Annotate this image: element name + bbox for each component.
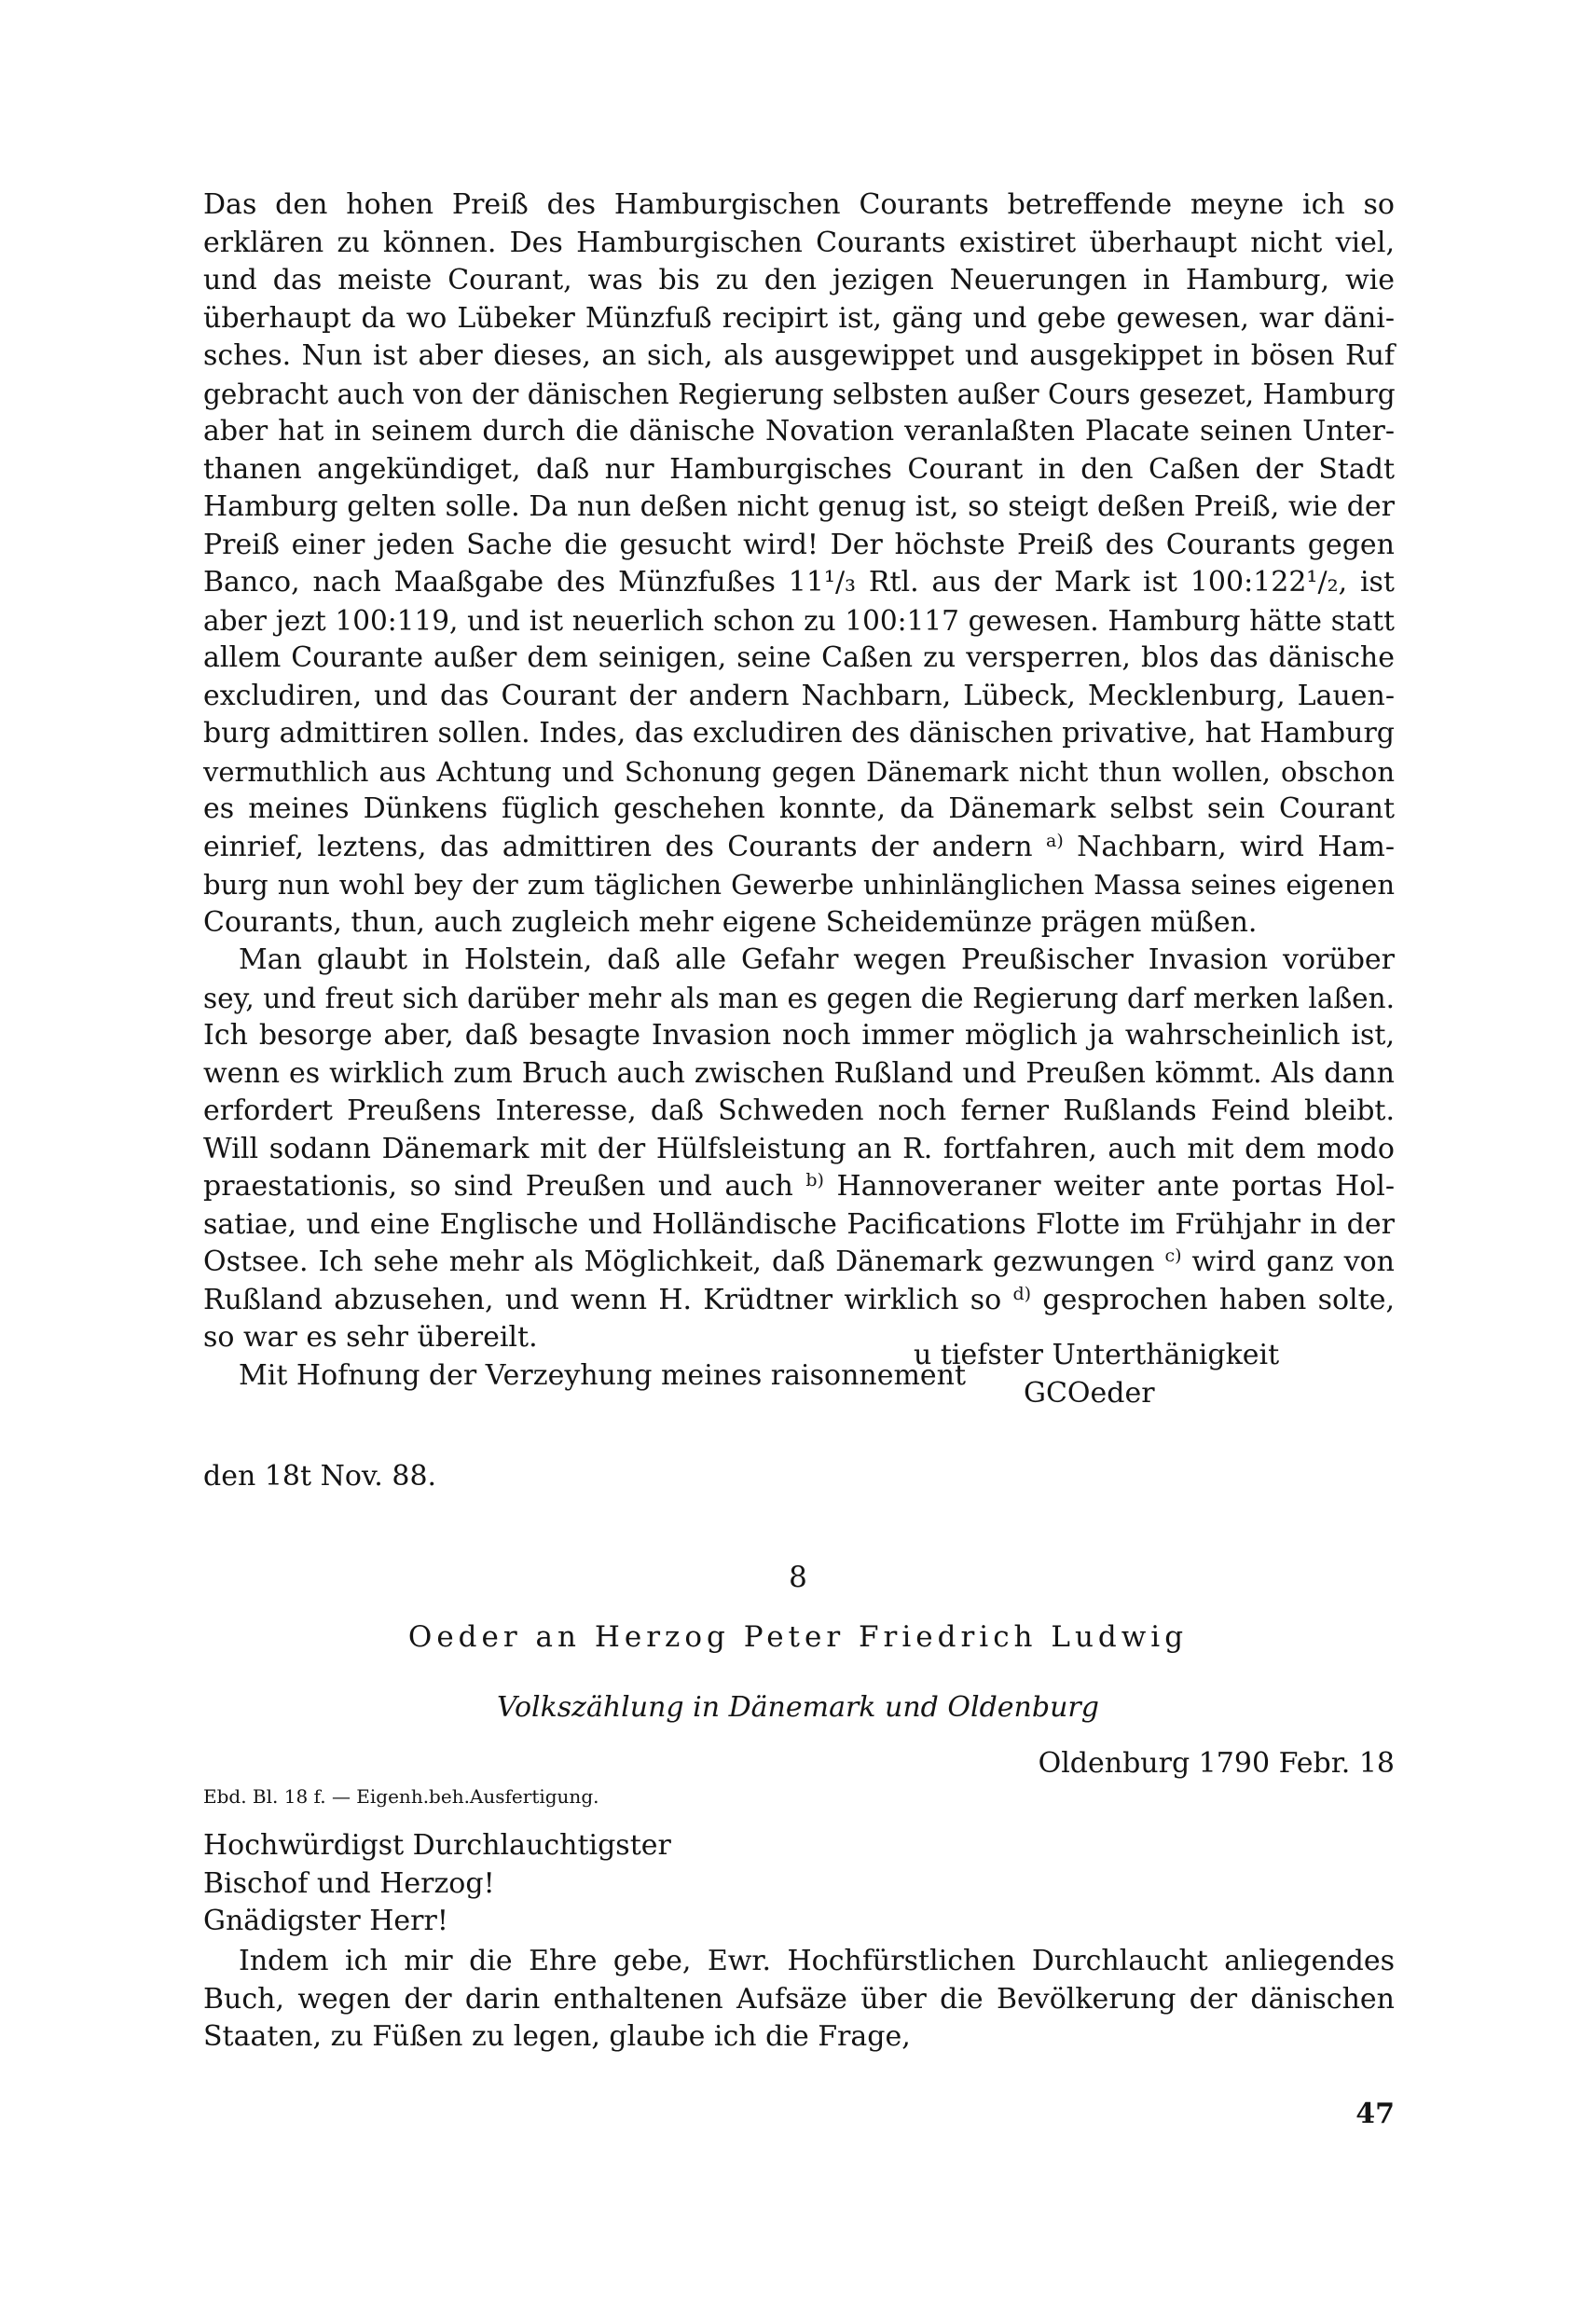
footnote-mark: d) bbox=[1012, 1283, 1032, 1304]
text-line: Buch, wegen der darin enthaltenen Aufsäze über die Bevölkerung der dänischen bbox=[203, 1982, 1395, 2016]
text-line: satiae, und eine Englische und Holländische Pacifications Flotte im Frühjahr in der bbox=[203, 1207, 1395, 1241]
text-line: aber hat in seinem durch die dänische Novation veranlaßten Placate seinen Unter- bbox=[203, 415, 1395, 447]
text-line: allem Courante außer dem seinigen, seine Caßen zu versperren, blos das dänische bbox=[203, 641, 1395, 674]
text-line-with-footnote bbox=[203, 1168, 1395, 1206]
text-line: Banco, nach Maaßgabe des Münzfußes 11¹/₃ Rtl. aus der Mark ist 100:122¹/₂, ist bbox=[203, 566, 1395, 599]
text-line: Das den hohen Preiß des Hamburgischen Courants betreffende meyne ich so bbox=[203, 188, 1395, 221]
footnote-mark: a) bbox=[1046, 830, 1064, 851]
second-letter-body bbox=[203, 1943, 1395, 2057]
text-fragment: gesprochen haben solte, bbox=[1042, 1283, 1395, 1316]
letter-date: den 18t Nov. 88. bbox=[203, 1460, 437, 1493]
footnote-mark: c) bbox=[1164, 1245, 1182, 1266]
footnote-mark: b) bbox=[805, 1170, 824, 1190]
document-subtitle: Volkszählung in Dänemark und Oldenburg bbox=[497, 1691, 1099, 1724]
text-fragment: wird ganz von bbox=[1191, 1245, 1395, 1278]
signature: GCOeder bbox=[1024, 1376, 1155, 1410]
salutation-line: Gnädigster Herr! bbox=[203, 1905, 448, 1937]
text-line: Courants, thun, auch zugleich mehr eigene Scheidemünze prägen müßen. bbox=[203, 905, 1258, 939]
text-line: excludiren, und das Courant der andern Nachbarn, Lübeck, Mecklenburg, Lauen- bbox=[203, 679, 1395, 712]
text-line: Preiß einer jeden Sache die gesucht wird! Der höchste Preiß des Courants gegen bbox=[203, 528, 1395, 561]
text-fragment: Rußland abzusehen, und wenn H. Krüdtner wirklich so bbox=[203, 1283, 1002, 1316]
text-line: burg admittiren sollen. Indes, das excludiren des dänischen privative, hat Hamburg bbox=[203, 717, 1395, 750]
text-line: Hamburg gelten solle. Da nun deßen nicht genug ist, so steigt deßen Preiß, wie der bbox=[203, 490, 1395, 523]
text-fragment: Ostsee. Ich sehe mehr als Möglichkeit, daß Dänemark gezwungen bbox=[203, 1245, 1155, 1278]
text-line: so war es sehr übereilt. bbox=[203, 1321, 538, 1354]
text-line: sches. Nun ist aber dieses, an sich, als ausgewippet und ausgekippet in bösen Ruf bbox=[203, 339, 1395, 372]
text-fragment: einrief, leztens, das admittiren des Courants der andern bbox=[203, 830, 1033, 863]
text-line: erfordert Preußens Interesse, daß Schweden noch ferner Rußlands Feind bleibt. bbox=[203, 1094, 1395, 1127]
text-line: gebracht auch von der dänischen Regierung selbsten außer Cours gesezet, Hamburg bbox=[203, 378, 1396, 410]
text-fragment: Nachbarn, wird Ham- bbox=[1077, 830, 1395, 863]
source-note: Ebd. Bl. 18 f. — Eigenh.beh.Ausfertigung. bbox=[203, 1785, 599, 1808]
text-fragment: Hannoveraner weiter ante portas Hol- bbox=[836, 1170, 1395, 1203]
closing-formula: u tiefster Unterthänigkeit bbox=[914, 1339, 1280, 1371]
text-line: aber jezt 100:119, und ist neuerlich schon zu 100:117 gewesen. Hamburg hätte statt bbox=[203, 604, 1395, 637]
text-line: burg nun wohl bey der zum täglichen Gewerbe unhinlänglichen Massa seines eigenen bbox=[203, 869, 1395, 901]
place-and-date: Oldenburg 1790 Febr. 18 bbox=[1038, 1747, 1395, 1780]
text-line: wenn es wirklich zum Bruch auch zwischen Rußland und Preußen kömmt. Als dann bbox=[203, 1056, 1395, 1090]
text-line: Ich besorge aber, daß besagte Invasion noch immer möglich ja wahrscheinlich ist, bbox=[203, 1019, 1395, 1052]
text-line-with-footnote bbox=[203, 1244, 1395, 1282]
letter-closing bbox=[203, 1337, 1395, 1412]
salutation-line: Bischof und Herzog! bbox=[203, 1866, 495, 1900]
text-line: vermuthlich aus Achtung und Schonung gegen Dänemark nicht thun wollen, obschon bbox=[203, 755, 1395, 788]
text-line: Indem ich mir die Ehre gebe, Ewr. Hochfürstlichen Durchlaucht anliegendes bbox=[239, 1945, 1395, 1977]
text-line: Man glaubt in Holstein, daß alle Gefahr wegen Preußischer Invasion vorüber bbox=[239, 943, 1395, 976]
document-number: 8 bbox=[789, 1561, 807, 1594]
page-number: 47 bbox=[1355, 2098, 1395, 2130]
text-fragment: praestationis, so sind Preußen und auch bbox=[203, 1170, 793, 1203]
salutation-line: Hochwürdigst Durchlauchtigster bbox=[203, 1829, 671, 1862]
text-line: Mit Hofnung der Verzeyhung meines raisonnement bbox=[239, 1358, 967, 1392]
text-line: thanen angekündiget, daß nur Hamburgisches Courant in den Caßen der Stadt bbox=[203, 452, 1395, 486]
text-line: Staaten, zu Füßen zu legen, glaube ich die Frage, bbox=[203, 2020, 911, 2053]
text-line: sey, und freut sich darüber mehr als man es gegen die Regierung darf merken laßen. bbox=[203, 982, 1395, 1014]
document-title: Oeder an Herzog Peter Friedrich Ludwig bbox=[407, 1620, 1189, 1654]
salutation bbox=[203, 1827, 1395, 1941]
text-line: und das meiste Courant, was bis zu den jezigen Neuerungen in Hamburg, wie bbox=[203, 264, 1395, 296]
text-line: Will sodann Dänemark mit der Hülfsleistung an R. fortfahren, auch mit dem modo bbox=[203, 1132, 1395, 1165]
text-line-with-footnote bbox=[203, 1282, 1395, 1320]
text-line: es meines Dünkens füglich geschehen konnte, da Dänemark selbst sein Courant bbox=[203, 792, 1395, 825]
text-line: erklären zu können. Des Hamburgischen Courants existiret überhaupt nicht viel, bbox=[203, 226, 1395, 259]
letter-body bbox=[203, 186, 1395, 1395]
text-line: überhaupt da wo Lübeker Münzfuß recipirt ist, gäng und gebe gewesen, war däni- bbox=[203, 301, 1395, 335]
text-line-with-footnote bbox=[203, 829, 1395, 867]
